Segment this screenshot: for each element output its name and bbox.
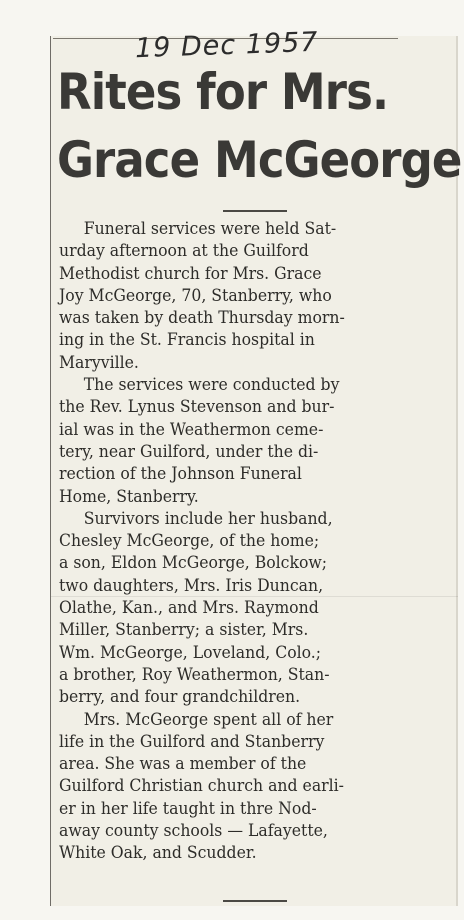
article-line: Methodist church for Mrs. Grace	[59, 263, 322, 283]
article-line: Joy McGeorge, 70, Stanberry, who	[59, 285, 332, 305]
article-line: Guilford Christian church and earli-	[59, 776, 344, 796]
article-line: life in the Guilford and Stanberry	[59, 731, 325, 751]
article-line: urday afternoon at the Guilford	[59, 241, 309, 261]
article-line: two daughters, Mrs. Iris Duncan,	[59, 575, 324, 595]
headline-line-1: Rites for Mrs.	[57, 63, 389, 121]
handwritten-date: 19 Dec 1957	[134, 26, 319, 65]
article-line: rection of the Johnson Funeral	[59, 464, 302, 484]
article-line: White Oak, and Scudder.	[59, 843, 257, 863]
article-line: Olathe, Kan., and Mrs. Raymond	[59, 598, 319, 618]
article-line: berry, and four grandchildren.	[59, 687, 301, 707]
article-line: Funeral services were held Sat-	[83, 219, 337, 238]
newspaper-clipping	[50, 26, 462, 906]
paper-fold-line	[51, 596, 458, 597]
article-line: away county schools — Lafayette,	[59, 821, 328, 841]
article-line: Chesley McGeorge, of the home;	[59, 531, 320, 551]
headline-line-2: Grace McGeorge	[57, 131, 462, 189]
article-line: Home, Stanberry.	[59, 486, 199, 506]
headline-divider	[223, 210, 287, 212]
article-line: the Rev. Lynus Stevenson and bur-	[59, 397, 335, 417]
article-line: ing in the St. Francis hospital in	[59, 330, 315, 350]
article-line: Survivors include her husband,	[83, 508, 333, 528]
article-line: area. She was a member of the	[59, 754, 307, 774]
article-line: Maryville.	[59, 352, 139, 372]
article-line: Wm. McGeorge, Loveland, Colo.;	[59, 642, 322, 662]
bottom-rule	[223, 900, 287, 902]
article-body	[59, 218, 454, 865]
article-line: Mrs. McGeorge spent all of her	[83, 709, 334, 729]
article-line: Miller, Stanberry; a sister, Mrs.	[59, 620, 309, 640]
article-line: The services were conducted by	[83, 375, 340, 395]
article-line: er in her life taught in thre Nod-	[59, 798, 317, 818]
article-line: a son, Eldon McGeorge, Bolckow;	[59, 553, 328, 573]
article-line: ial was in the Weathermon ceme-	[59, 419, 324, 439]
article-line: a brother, Roy Weathermon, Stan-	[59, 664, 330, 684]
article-line: tery, near Guilford, under the di-	[59, 441, 319, 461]
headline	[57, 58, 462, 194]
article-line: was taken by death Thursday morn-	[59, 308, 345, 328]
